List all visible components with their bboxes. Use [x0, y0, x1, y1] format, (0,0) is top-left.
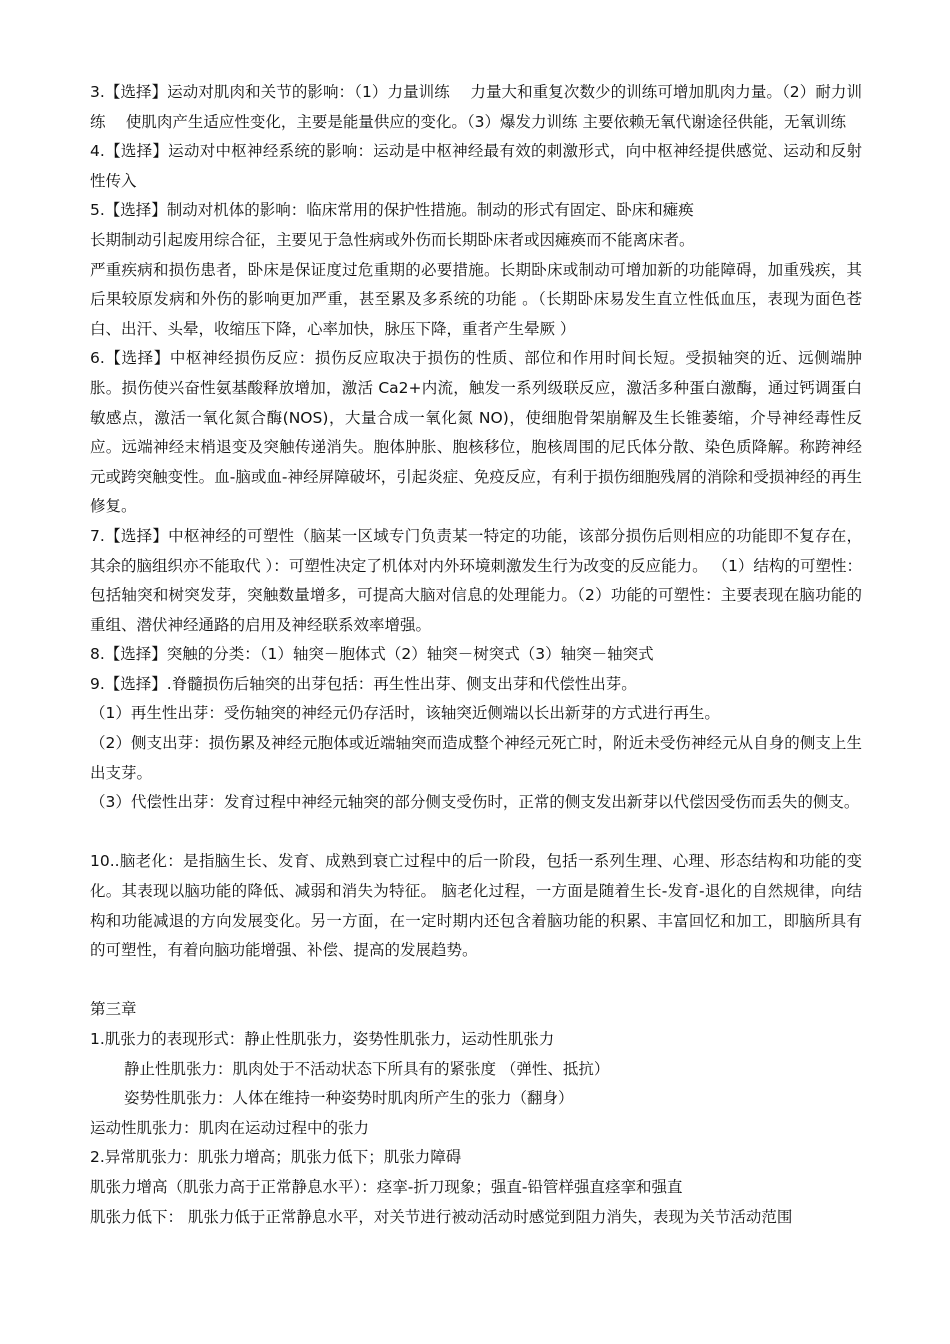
paragraph-item-7: 7.【选择】中枢神经的可塑性（脑某一区域专门负责某一特定的功能，该部分损伤后则相应的功能即不复存在，其余的脑组织亦不能取代 ）：可塑性决定了机体对内外环境刺激发生行为改变的反应能力。 （1）结构的可塑性：包括轴突和树突发芽，突触数量增多，可提高大脑对信息的处理能力。（2）功能的可塑性：主要表现在脑功能的重组、潜伏神经通路的启用及神经联系效率增强。 [90, 526, 862, 634]
paragraph-bed-rest: 严重疾病和损伤患者，卧床是保证度过危重期的必要措施。长期卧床或制动可增加新的功能障碍，加重残疾，其后果较原发病和外伤的影响更加严重，甚至累及多系统的功能 。（长期卧床易发生直立性低血压，表现为面色苍白、出汗、头晕，收缩压下降，心率加快，脉压下降，重者产生晕厥 ） [90, 260, 862, 338]
paragraph-hypertonia: 肌张力增高（肌张力高于正常静息水平）：痉挛-折刀现象；强直-铅管样强直痉挛和强直 [90, 1177, 683, 1196]
paragraph-tone-forms: 1.肌张力的表现形式：静止性肌张力，姿势性肌张力，运动性肌张力 [90, 1030, 555, 1048]
paragraph-motor-tone: 运动性肌张力：肌肉在运动过程中的张力 [90, 1118, 370, 1137]
paragraph-item-8: 8.【选择】突触的分类：（1）轴突－胞体式（2）轴突－树突式（3）轴突－轴突式 [90, 645, 654, 664]
paragraph-item-6: 6.【选择】中枢神经损伤反应：损伤反应取决于损伤的性质、部位和作用时间长短。受损轴突的近、远侧端肿胀。损伤使兴奋性氨基酸释放增加，激活 Ca2+内流，触发一系列级联反应，激活多种蛋白激酶，通过钙调蛋白敏感点，激活一氧化氮合酶(NOS)，大量合成一氧化氮 NO)，使细胞骨架崩解及生长锥萎缩，介导神经毒性反应。远端神经末梢退变及突触传递消失。胞体肿胀、胞核移位，胞核周围的尼氏体分散、染色质降解。称跨神经元或跨突触变性。血-脑或血-神经屏障破坏，引起炎症、免疫反应，有利于损伤细胞残屑的消除和受损神经的再生修复。 [90, 349, 862, 516]
paragraph-hypotonia: 肌张力低下： 肌张力低于正常静息水平，对关节进行被动活动时感觉到阻力消失，表现为关节活动范围 [90, 1207, 793, 1226]
paragraph-item-5: 5.【选择】制动对机体的影响：临床常用的保护性措施。制动的形式有固定、卧床和瘫痪 [90, 201, 694, 220]
paragraph-item-9: 9.【选择】.脊髓损伤后轴突的出芽包括：再生性出芽、侧支出芽和代偿性出芽。 [90, 674, 637, 693]
paragraph-sprout-1: （1）再生性出芽：受伤轴突的神经元仍存活时，该轴突近侧端以长出新芽的方式进行再生。 [90, 704, 720, 723]
blank-line [90, 818, 862, 848]
paragraph-disuse-syndrome: 长期制动引起废用综合征，主要见于急性病或外伤而长期卧床者或因瘫痪而不能离床者。 [90, 230, 695, 249]
paragraph-postural-tone: 姿势性肌张力：人体在维持一种姿势时肌肉所产生的张力（翻身） [124, 1089, 574, 1108]
paragraph-item-10: 10..脑老化：是指脑生长、发育、成熟到衰亡过程中的后一阶段，包括一系列生理、心理、形态结构和功能的变化。其表现以脑功能的降低、减弱和消失为特征。 脑老化过程，一方面是随着生长-发育-退化的自然规律，向结构和功能减退的方向发展变化。另一方面，在一定时期内还包含着脑功能的积累、丰富回忆和加工，即脑所具有的可塑性，有着向脑功能增强、补偿、提高的发展趋势。 [90, 852, 862, 960]
paragraph-abnormal-tone: 2.异常肌张力：肌张力增高；肌张力低下；肌张力障碍 [90, 1148, 462, 1167]
chapter-heading: 第三章 [90, 1000, 137, 1019]
blank-line [90, 966, 862, 996]
paragraph-sprout-3: （3）代偿性出芽：发育过程中神经元轴突的部分侧支受伤时，正常的侧支发出新芽以代偿因受伤而丢失的侧支。 [90, 793, 860, 812]
paragraph-item-4: 4.【选择】运动对中枢神经系统的影响：运动是中枢神经最有效的刺激形式，向中枢神经提供感觉、运动和反射性传入 [90, 142, 862, 190]
paragraph-item-3: 3.【选择】运动对肌肉和关节的影响：（1）力量训练 力量大和重复次数少的训练可增加肌肉力量。（2）耐力训练 使肌肉产生适应性变化，主要是能量供应的变化。（3）爆发力训练 主要依赖无氧代谢途径供能，无氧训练 [90, 83, 862, 131]
paragraph-static-tone: 静止性肌张力：肌肉处于不活动状态下所具有的紧张度 （弹性、抵抗） [124, 1059, 610, 1078]
document-page [90, 78, 862, 1232]
paragraph-sprout-2: （2）侧支出芽：损伤累及神经元胞体或近端轴突而造成整个神经元死亡时，附近未受伤神经元从自身的侧支上生出支芽。 [90, 734, 862, 782]
